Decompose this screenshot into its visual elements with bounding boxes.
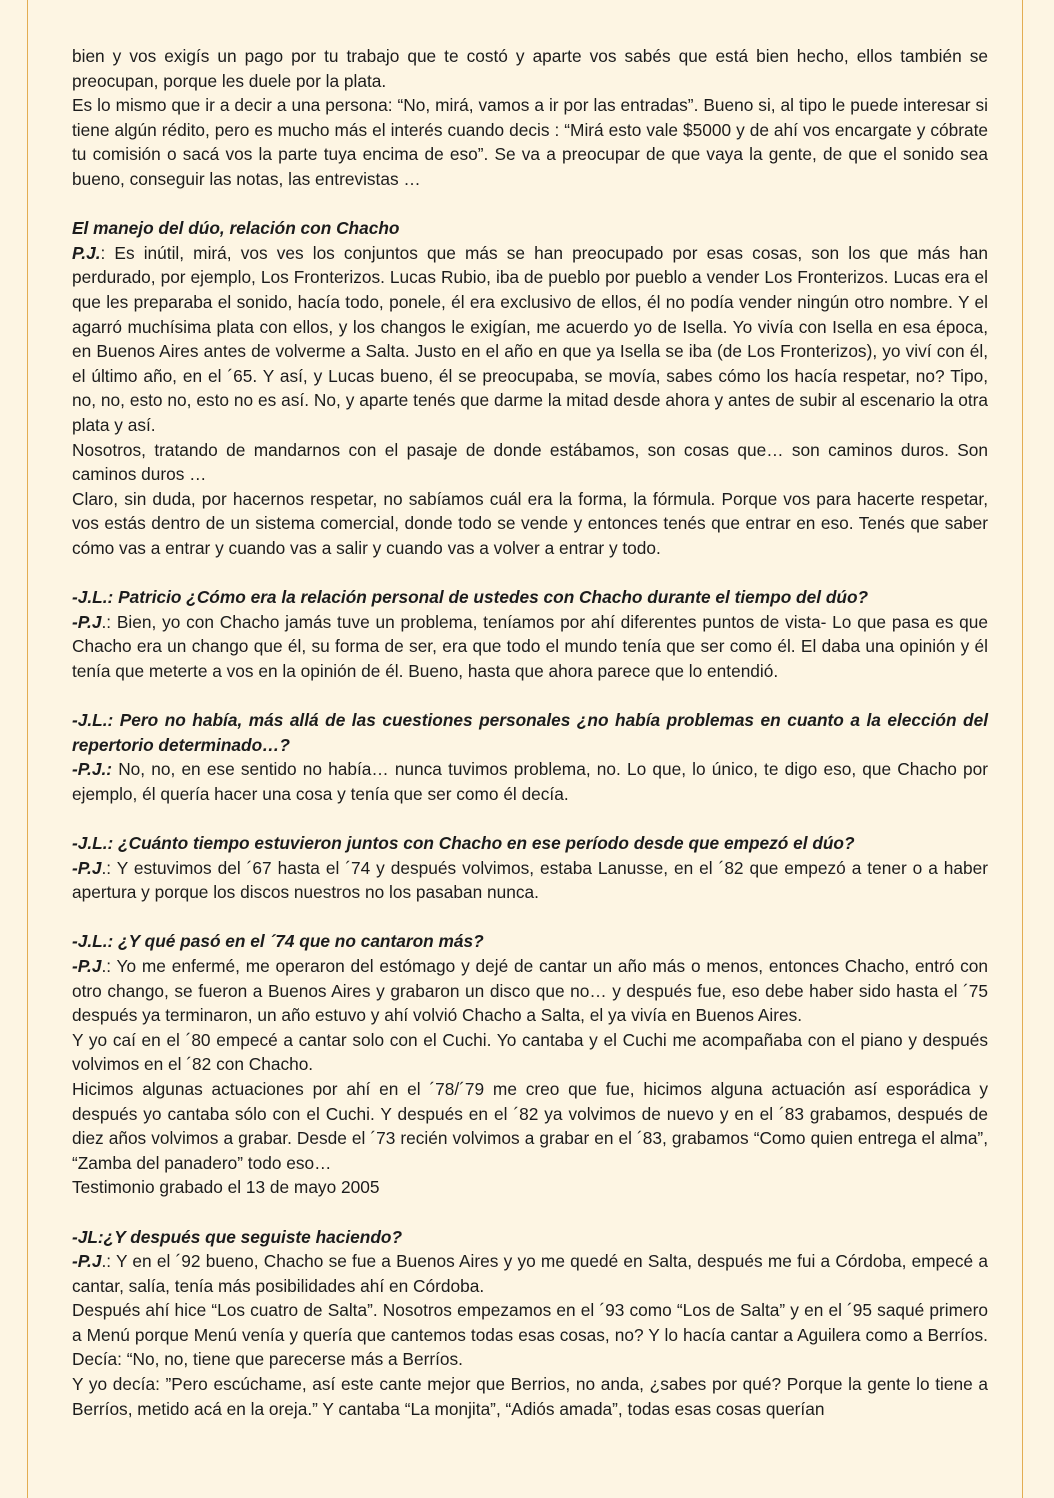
answer-paragraph <box>72 856 988 905</box>
speaker-label: -P.J <box>72 611 102 632</box>
answer-text: : Es inútil, mirá, vos ves los conjuntos que más se han preocupado por esas cosas, son los que más han perdurado, por ejemplo, Los Fronterizos. Lucas Rubio, iba de pueblo por pueblo a vender Los Fronterizos. Lucas era el que les preparaba el sonido, hacía todo, ponele, él era exclusivo de ellos, él no podía vender ningún otro nombre. Y el agarró muchísima plata con ellos, y los changos le exigían, me acuerdo yo de Isella. Yo vivía con Isella en esa época, en Buenos Aires antes de volverme a Salta. Justo en el año en que ya Isella se iba (de Los Fronterizos), yo viví con él, el último año, en el ´65. Y así, y Lucas bueno, él se preocupaba, se movía, sabes cómo los hacía respetar, no? Tipo, no, no, esto no, esto no es así. No, y aparte tenés que darme la mitad desde ahora y antes de subir al escenario la otra plata y así. <box>72 242 988 435</box>
document-body <box>72 44 988 1421</box>
question-heading: El manejo del dúo, relación con Chacho <box>72 218 400 239</box>
body-paragraph: Y yo decía: ”Pero escúchame, así este cante mejor que Berrios, no anda, ¿sabes por qué? Porque la gente lo tiene a Berríos, metido acá en la oreja.” Y cantaba “La monjita”, “Adiós amada”, todas esas cosas querían <box>72 1374 988 1419</box>
body-paragraph: Testimonio grabado el 13 de mayo 2005 <box>72 1177 380 1198</box>
speaker-label: -P.J <box>72 857 102 878</box>
paragraph-gap <box>72 905 988 930</box>
body-paragraph: Nosotros, tratando de mandarnos con el pasaje de donde estábamos, son cosas que… son caminos duros. Son caminos duros … <box>72 439 988 485</box>
speaker-label: -P.J.: <box>72 759 113 780</box>
body-paragraph: Claro, sin duda, por hacernos respetar, no sabíamos cuál era la forma, la fórmula. Porque vos para hacerte respetar, vos estás dentro de un sistema comercial, donde todo se vende y entonces tenés que entrar en eso. Tenés que saber cómo vas a entrar y cuando vas a salir y cuando vas a volver a entrar y todo. <box>72 488 988 558</box>
body-paragraph: Y yo caí en el ´80 empecé a cantar solo con el Cuchi. Yo cantaba y el Cuchi me acompañaba con el piano y después volvimos en el ´82 con Chacho. <box>72 1029 988 1075</box>
body-paragraph: Después ahí hice “Los cuatro de Salta”. Nosotros empezamos en el ´93 como “Los de Salta” y en el ´95 saqué primero a Menú porque Menú venía y quería que cantemos todas esas cosas, no? Y lo hacía cantar a Aguilera como a Berríos. Decía: “No, no, tiene que parecerse más a Berríos. <box>72 1300 988 1370</box>
question-heading: -J.L.: ¿Y qué pasó en el ´74 que no cantaron más? <box>72 931 484 952</box>
answer-text: No, no, en ese sentido no había… nunca tuvimos problema, no. Lo que, lo único, te digo eso, que Chacho por ejemplo, él quería hacer una cosa y tenía que ser como él decía. <box>72 759 988 804</box>
answer-paragraph <box>72 241 988 438</box>
answer-paragraph <box>72 954 988 1028</box>
body-paragraph: Hicimos algunas actuaciones por ahí en el ´78/´79 me creo que fue, hicimos alguna actuación así esporádica y después yo cantaba sólo con el Cuchi. Y después en el ´82 ya volvimos de nuevo y en el ´83 grabamos, después de diez años volvimos a grabar. Desde el ´73 recién volvimos a grabar en el ´83, grabamos “Como quien entrega el alma”, “Zamba del panadero” todo eso… <box>72 1078 988 1173</box>
page-frame <box>27 0 1023 1498</box>
answer-text: .: Bien, yo con Chacho jamás tuve un problema, teníamos por ahí diferentes puntos de vista- Lo que pasa es que Chacho era un chango que él, su forma de ser, era que todo el mundo tenía que ser como él. El daba una opinión y él tenía que meterte a vos en la opinión de él. Bueno, hasta que ahora parece que lo entendió. <box>72 611 988 681</box>
answer-paragraph <box>72 1249 988 1298</box>
body-paragraph: bien y vos exigís un pago por tu trabajo que te costó y aparte vos sabés que está bien hecho, ellos también se preocupan, porque les duele por la plata. <box>72 46 988 91</box>
paragraph-gap <box>72 192 988 217</box>
answer-paragraph <box>72 610 988 684</box>
question-heading: -J.L.: Pero no había, más allá de las cuestiones personales ¿no había problemas en cuanto a la elección del repertorio determinado…? <box>72 710 988 755</box>
paragraph-gap <box>72 806 988 831</box>
speaker-label: P.J. <box>72 242 101 263</box>
answer-text: .: Yo me enfermé, me operaron del estómago y dejé de cantar un año más o menos, entonces Chacho, entró con otro chango, se fueron a Buenos Aires y grabaron un disco que no… y después fue, eso debe haber sido hasta el ´75 después ya terminaron, un año estuvo y ahí volvió Chacho a Salta, el ya vivía en Buenos Aires. <box>72 955 988 1026</box>
paragraph-gap <box>72 1200 988 1225</box>
speaker-label: -P.J <box>72 1251 102 1272</box>
question-heading: -J.L.: Patricio ¿Cómo era la relación personal de ustedes con Chacho durante el tiempo del dúo? <box>72 587 869 608</box>
answer-text: .: Y estuvimos del ´67 hasta el ´74 y después volvimos, estaba Lanusse, en el ´82 que empezó a tener o a haber apertura y porque los discos nuestros no los pasaban nunca. <box>72 857 988 903</box>
paragraph-gap <box>72 683 988 708</box>
paragraph-gap <box>72 560 988 585</box>
question-heading: -JL:¿Y después que seguiste haciendo? <box>72 1226 403 1247</box>
speaker-label: -P.J <box>72 955 102 976</box>
body-paragraph: Es lo mismo que ir a decir a una persona: “No, mirá, vamos a ir por las entradas”. Bueno si, al tipo le puede interesar si tiene algún rédito, pero es mucho más el interés cuando decis : “Mirá esto vale $5000 y de ahí vos encargate y cóbrate tu comisión o sacá vos la parte tuya encima de eso”. Se va a preocupar de que vaya la gente, de que el sonido sea bueno, conseguir las notas, las entrevistas … <box>72 95 988 189</box>
answer-paragraph <box>72 757 988 806</box>
answer-text: .: Y en el ´92 bueno, Chacho se fue a Buenos Aires y yo me quedé en Salta, después me fui a Córdoba, empecé a cantar, salía, tenía más posibilidades ahí en Córdoba. <box>72 1251 988 1296</box>
question-heading: -J.L.: ¿Cuánto tiempo estuvieron juntos con Chacho en ese período desde que empezó el dúo? <box>72 833 855 853</box>
